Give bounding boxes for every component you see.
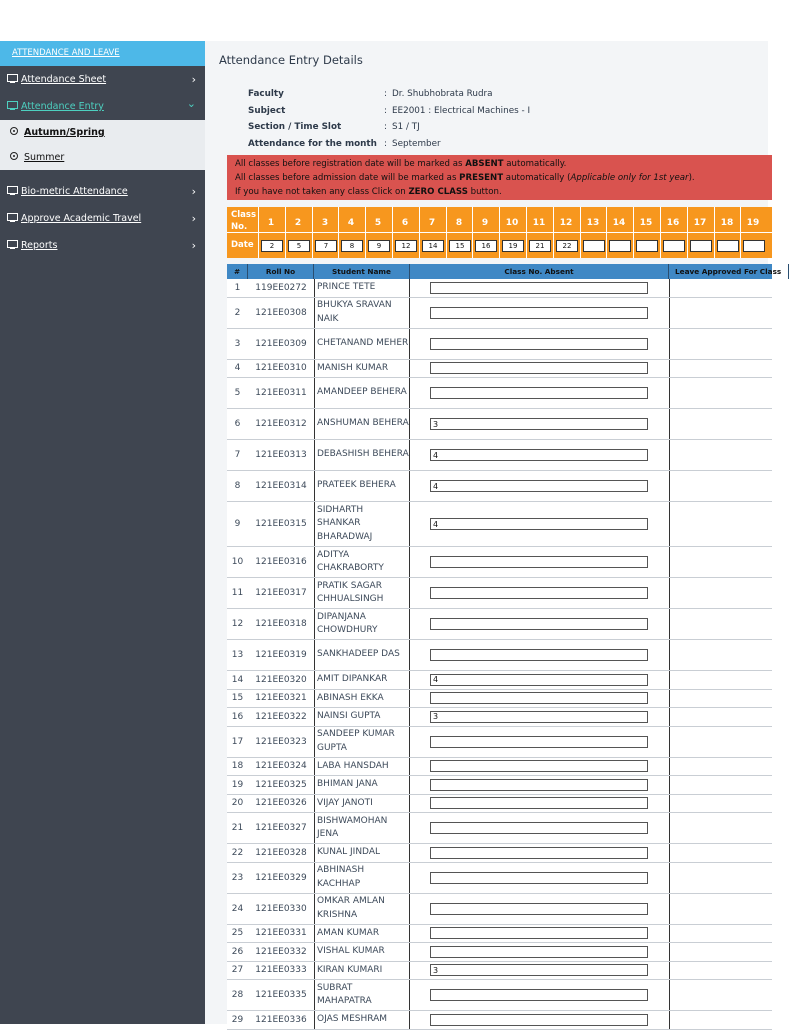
leave-approved-cell [669,360,789,378]
roll-no: 121EE0331 [255,928,307,939]
leave-approved-cell [669,708,789,726]
info-value: Dr. Shubhobrata Rudra [392,89,493,99]
roll-no: 121EE0336 [255,1014,307,1025]
class-number-cell: 2 [294,218,302,228]
student-name: PRATIK SAGAR CHHUALSINGH [314,578,410,608]
class-number-cell: 19 [746,218,760,228]
table-row [227,329,772,360]
roll-no: 121EE0324 [255,761,307,772]
class-number-cell: 11 [532,218,546,228]
class-absent-input[interactable] [430,1014,648,1026]
class-absent-input[interactable] [430,307,648,319]
radio-icon [10,127,18,135]
sidebar-subitem-autumn-spring[interactable] [0,120,205,145]
table-row [227,471,772,502]
sidebar-item-label: Reports [21,240,58,251]
row-index: 4 [234,363,241,374]
date-input[interactable]: 5 [288,240,310,252]
student-name: SANDEEP KUMAR GUPTA [314,727,410,757]
date-input[interactable]: 22 [556,240,578,252]
monitor-icon [7,213,18,221]
class-no-label: Class No. [231,210,257,232]
class-absent-input[interactable] [430,418,648,430]
roll-no: 121EE0313 [255,450,307,460]
table-row [227,640,772,671]
student-name: BISHWAMOHAN JENA [314,813,410,843]
table-row [227,690,772,709]
student-name: DEBASHISH BEHERA [314,440,410,470]
leave-approved-cell [669,378,789,408]
row-index: 20 [231,798,244,809]
table-row [227,440,772,471]
class-date-grid [227,207,772,258]
roll-no: 121EE0323 [255,736,307,747]
leave-approved-cell [669,844,789,862]
leave-approved-cell [669,329,789,359]
class-absent-input[interactable] [430,692,648,704]
table-row [227,578,772,609]
row-index: 28 [231,990,244,1000]
class-number-cell: 4 [347,218,355,228]
sidebar-submenu [0,120,205,170]
date-input[interactable]: 12 [395,240,417,252]
roll-no: 121EE0333 [255,965,307,976]
top-bar [0,0,768,41]
radio-icon [10,152,18,160]
row-index: 18 [231,761,244,772]
row-index: 22 [231,847,244,858]
sidebar-header-attendance-and-leave[interactable]: ATTENDANCE AND LEAVE [0,41,205,66]
date-label: Date [231,240,254,250]
class-number-cell: 13 [586,218,600,228]
info-value: EE2001 : Electrical Machines - I [392,105,531,116]
leave-approved-cell [669,640,789,670]
leave-approved-cell [669,547,789,577]
sidebar-item-attendance-sheet[interactable] [0,66,205,93]
student-name: CHETANAND MEHER [314,329,410,359]
roll-no: 121EE0312 [255,419,307,429]
date-input[interactable]: 19 [502,240,524,252]
date-input[interactable]: 2 [261,240,283,252]
sidebar-item-label: Attendance Entry [21,101,104,112]
row-index: 23 [231,872,244,883]
leave-approved-cell [669,962,789,980]
class-absent-input[interactable] [430,847,648,859]
class-number-cell: 15 [639,218,653,228]
class-number-cell: 5 [374,218,382,228]
student-name: PRINCE TETE [314,279,410,297]
class-number-cell: 8 [455,218,463,228]
date-input[interactable]: 15 [449,240,471,252]
row-index: 10 [231,557,244,567]
row-index: 17 [231,736,244,747]
table-row [227,409,772,440]
roll-no: 121EE0329 [255,872,307,883]
info-value: September [392,138,441,149]
class-absent-input[interactable] [430,927,648,939]
leave-approved-cell [669,1011,789,1029]
roll-no: 121EE0328 [255,847,307,858]
sidebar-item-label: Bio-metric Attendance [21,186,128,197]
class-absent-input[interactable] [430,556,648,568]
roll-no: 121EE0319 [255,650,307,660]
leave-approved-cell [669,776,789,794]
leave-approved-cell [669,727,789,757]
sidebar [0,41,205,1024]
class-number-cell: 12 [559,218,573,228]
chevron-right-icon: › [191,212,196,225]
info-value: S1 / TJ [392,122,420,132]
col-header-student-name: Student Name [314,264,410,279]
class-absent-input[interactable] [430,518,648,530]
roll-no: 121EE0321 [255,693,307,704]
student-name: SANKHADEEP DAS [314,640,410,670]
row-index: 2 [234,307,241,318]
leave-approved-cell [669,471,789,501]
leave-approved-cell [669,440,789,470]
roll-no: 121EE0327 [255,823,307,833]
col-header-class-no-absent: Class No. Absent [410,264,669,279]
class-number-cell: 3 [321,218,329,228]
date-input[interactable] [636,240,658,252]
class-absent-input[interactable] [430,480,648,492]
student-name: SIDHARTH SHANKAR BHARADWAJ [314,502,410,546]
row-index: 9 [234,519,241,529]
col-header-roll-no: Roll No [248,264,314,279]
info-key: Section / Time Slot [248,122,342,132]
class-number-cell: 7 [428,218,436,228]
row-index: 12 [231,619,244,629]
class-number-cell: 14 [612,218,626,228]
date-input[interactable] [717,240,739,252]
roll-no: 121EE0316 [255,557,307,567]
class-absent-input[interactable] [430,822,648,834]
date-input[interactable]: 8 [341,240,363,252]
student-name: MANISH KUMAR [314,360,410,378]
table-row [227,378,772,409]
student-name: OJAS MESHRAM [314,1011,410,1029]
row-index: 26 [231,946,244,957]
roll-no: 121EE0310 [255,363,307,374]
row-index: 3 [234,338,241,349]
sidebar-item-label: Attendance Sheet [21,74,107,85]
row-index: 24 [231,903,244,914]
class-absent-input[interactable] [430,449,648,461]
alert-banner: All classes before registration date will be marked as ABSENT automatically. All classes before admission date will be marked as PRESENT automatically (Applicable only for 1st year). If you have not taken any class Click on ZERO CLASS button. [227,155,772,200]
roll-no: 121EE0332 [255,946,307,957]
attendance-table [227,264,782,1030]
sidebar-item-label: Approve Academic Travel [21,213,142,224]
row-index: 1 [234,282,241,293]
roll-no: 121EE0309 [255,338,307,349]
leave-approved-cell [669,671,789,689]
table-row [227,844,772,863]
info-key: Subject [248,105,286,116]
leave-approved-cell [669,690,789,708]
student-name: ABHINASH KACHHAP [314,863,410,893]
student-name: AMIT DIPANKAR [314,671,410,689]
student-name: ANSHUMAN BEHERA [314,409,410,439]
class-absent-input[interactable] [430,779,648,791]
monitor-icon [7,101,18,109]
roll-no: 121EE0326 [255,798,307,809]
row-index: 19 [231,779,244,790]
leave-approved-cell [669,298,789,328]
class-absent-input[interactable] [430,736,648,748]
monitor-icon [7,74,18,82]
roll-no: 121EE0325 [255,779,307,790]
leave-approved-cell [669,758,789,776]
student-name: BHIMAN JANA [314,776,410,794]
date-input[interactable]: 14 [422,240,444,252]
row-index: 6 [234,419,241,429]
class-number-cell: 1 [267,218,275,228]
table-row [227,708,772,727]
roll-no: 121EE0314 [255,481,307,491]
leave-approved-cell [669,863,789,893]
sidebar-item-attendance-entry[interactable] [0,93,205,120]
table-row [227,671,772,690]
student-name: OMKAR AMLAN KRISHNA [314,894,410,924]
sidebar-subitem-label: Autumn/Spring [24,127,105,138]
class-absent-input[interactable] [430,362,648,374]
row-index: 16 [231,711,244,722]
chevron-right-icon: › [191,239,196,252]
date-input[interactable] [743,240,765,252]
date-input[interactable] [690,240,712,252]
student-name: LABA HANSDAH [314,758,410,776]
class-absent-input[interactable] [430,674,648,686]
page-title: Attendance Entry Details [219,53,363,67]
student-name: KUNAL JINDAL [314,844,410,862]
class-number-cell: 6 [401,218,409,228]
leave-approved-cell [669,980,789,1010]
table-row [227,360,772,379]
class-absent-input[interactable] [430,387,648,399]
row-index: 21 [231,823,244,833]
date-input[interactable]: 9 [368,240,390,252]
row-index: 15 [231,693,244,704]
leave-approved-cell [669,795,789,813]
sidebar-item-biometric-attendance[interactable] [0,178,205,205]
class-absent-input[interactable] [430,760,648,772]
main-content: Attendance Entry Details Faculty : Dr. Shubhobrata Rudra Subject : EE2001 : Electrical Machines - I Section / Time Slot : S1 / TJ Attendance for the month : September All classes before registration date will be marked as ABSENT automatically. All classes before admission date will be marked as PRESENT automatically (Applicable only for 1st year). If you have not taken any class Click on ZERO CLASS button. Class No. Date 1 2 2 5 3 7 4 8 5 9 6 12 7 14 8 15 9 16 10 19 11 21 12 22 13 14 15 16 17 18 19 # Roll No Student Name Class No. Absent Leave Approved For Class 1 119EE0272 PRINCE TETE 2 121EE0308 BHUKYA SRAVAN NAIK 3 121EE0309 CHETANAND MEHER 4 121EE0310 MANISH KUMAR 5 121EE0311 AMANDEEP BEHERA 6 121EE0312 ANSHUMAN BEHERA 3 7 121EE0313 DEBASHISH BEHERA 4 8 121EE0314 PRATEEK BEHERA 4 9 121EE0315 SIDHARTH SHANKAR BHARADWAJ 4 10 121EE0316 ADITYA CHAKRABORTY 11 121EE0317 PRATIK SAGAR CHHUALSINGH 12 121EE0318 DIPANJANA CHOWDHURY 13 121EE0319 SANKHADEEP DAS 14 121EE0320 AMIT DIPANKAR 4 15 121EE0321 ABINASH EKKA 16 121EE0322 NAINSI GUPTA 3 17 121EE0323 SANDEEP KUMAR GUPTA 18 121EE0324 LABA HANSDAH 19 121EE0325 BHIMAN JANA 20 121EE0326 VIJAY JANOTI 21 121EE0327 BISHWAMOHAN JENA 22 121EE0328 KUNAL JINDAL 23 121EE0329 ABHINASH KACHHAP 24 121EE0330 OMKAR AMLAN KRISHNA 25 121EE0331 AMAN KUMAR 26 121EE0332 VISHAL KUMAR 27 121EE0333 KIRAN KUMARI 3 28 121EE0335 SUBRAT MAHAPATRA 29 121EE0336 OJAS MESHRAM [205,41,768,1024]
table-row [227,547,772,578]
roll-no: 121EE0330 [255,903,307,914]
monitor-icon [7,186,18,194]
table-row [227,609,772,640]
student-name: KIRAN KUMARI [314,962,410,980]
table-body [227,279,772,1030]
class-absent-input[interactable] [430,946,648,958]
student-name: NAINSI GUPTA [314,708,410,726]
roll-no: 121EE0311 [255,388,307,398]
sidebar-subitem-label: Summer [24,152,65,163]
student-name: VISHAL KUMAR [314,943,410,961]
class-number-cell: 9 [481,218,489,228]
table-row [227,502,772,547]
row-index: 8 [234,481,241,491]
info-key: Faculty [248,89,284,99]
class-absent-input[interactable] [430,587,648,599]
date-input[interactable]: 16 [475,240,497,252]
info-key: Attendance for the month [248,138,377,149]
sidebar-item-approve-academic-travel[interactable] [0,205,205,232]
table-row [227,863,772,894]
leave-approved-cell [669,409,789,439]
monitor-icon [7,240,18,248]
roll-no: 121EE0335 [255,990,307,1000]
class-number-cell: 10 [505,218,519,228]
table-row [227,795,772,814]
row-index: 27 [231,965,244,976]
student-name: PRATEEK BEHERA [314,471,410,501]
table-row [227,776,772,795]
leave-approved-cell [669,279,789,297]
date-input[interactable]: 7 [315,240,337,252]
table-row [227,279,772,298]
class-absent-input[interactable] [430,338,648,350]
student-name: BHUKYA SRAVAN NAIK [314,298,410,328]
class-number-cell: 17 [693,218,707,228]
table-row [227,1011,772,1030]
date-input[interactable] [583,240,605,252]
table-row [227,980,772,1011]
roll-no: 121EE0315 [255,519,307,529]
sidebar-subitem-summer[interactable] [0,145,205,170]
sidebar-item-reports[interactable] [0,232,205,259]
table-header [227,264,782,279]
roll-no: 121EE0318 [255,619,307,629]
leave-approved-cell [669,943,789,961]
table-row [227,962,772,981]
class-absent-input[interactable] [430,282,648,294]
leave-approved-cell [669,578,789,608]
roll-no: 121EE0320 [255,674,307,685]
class-absent-input[interactable] [430,872,648,884]
student-name: DIPANJANA CHOWDHURY [314,609,410,639]
student-name: ADITYA CHAKRABORTY [314,547,410,577]
table-row [227,943,772,962]
date-input[interactable] [663,240,685,252]
table-row [227,813,772,844]
class-absent-input[interactable] [430,964,648,976]
class-absent-input[interactable] [430,903,648,915]
student-name: SUBRAT MAHAPATRA [314,980,410,1010]
chevron-right-icon: › [191,185,196,198]
chevron-right-icon: › [191,73,196,86]
roll-no: 119EE0272 [255,282,307,293]
row-index: 25 [231,928,244,939]
class-absent-input[interactable] [430,618,648,630]
col-header-index: # [227,264,248,279]
leave-approved-cell [669,813,789,843]
student-name: AMAN KUMAR [314,925,410,943]
leave-approved-cell [669,502,789,546]
class-absent-input[interactable] [430,989,648,1001]
leave-approved-cell [669,894,789,924]
row-index: 7 [234,450,241,460]
row-index: 29 [231,1014,244,1025]
leave-approved-cell [669,925,789,943]
row-index: 5 [234,388,241,398]
class-absent-input[interactable] [430,797,648,809]
row-index: 11 [231,588,244,598]
roll-no: 121EE0322 [255,711,307,722]
table-row [227,298,772,329]
class-number-cell: 18 [720,218,734,228]
class-number-cell: 16 [666,218,680,228]
col-header-leave-approved: Leave Approved For Class [669,264,789,279]
table-row [227,894,772,925]
class-absent-input[interactable] [430,649,648,661]
student-name: ABINASH EKKA [314,690,410,708]
student-name: AMANDEEP BEHERA [314,378,410,408]
row-index: 13 [231,650,244,660]
date-input[interactable]: 21 [529,240,551,252]
chevron-down-icon: ⌄ [186,97,196,110]
roll-no: 121EE0317 [255,588,307,598]
table-row [227,727,772,758]
student-name: VIJAY JANOTI [314,795,410,813]
table-row [227,758,772,777]
roll-no: 121EE0308 [255,307,307,318]
date-input[interactable] [609,240,631,252]
row-index: 14 [231,674,244,685]
table-row [227,925,772,944]
class-absent-input[interactable] [430,711,648,723]
leave-approved-cell [669,609,789,639]
